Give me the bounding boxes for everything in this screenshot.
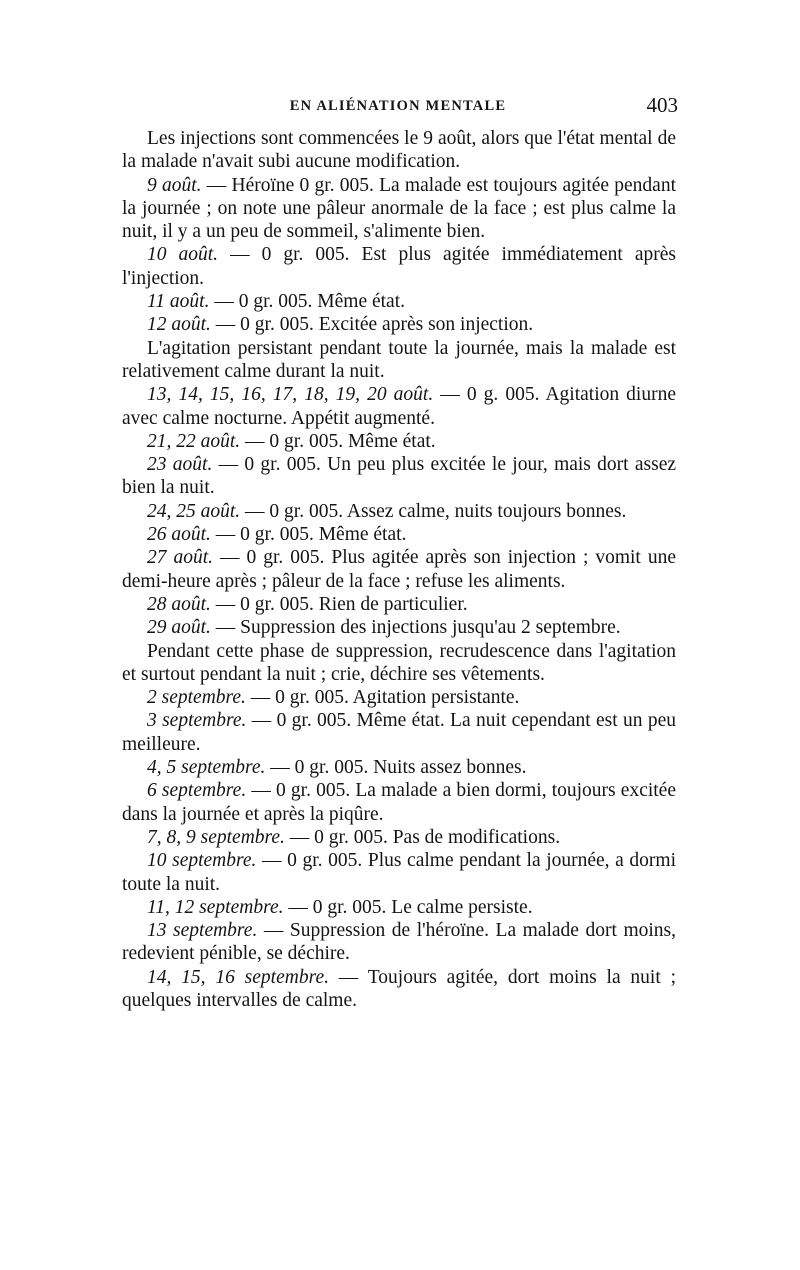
paragraph	[122, 523, 676, 546]
paragraph	[122, 313, 676, 336]
entry-text: — 0 gr. 005. Même état.	[240, 430, 436, 452]
entry-text: Les injections sont commencées le 9 août, alors que l'état mental de la malade n'avait subi aucune modification.	[122, 128, 676, 173]
paragraph	[122, 826, 676, 849]
paragraph	[122, 756, 676, 779]
entry-text: — Suppression des injections jusqu'au 2 septembre.	[210, 617, 621, 639]
paragraph	[122, 500, 676, 523]
entry-date: 23 août.	[147, 454, 213, 476]
paragraph	[122, 174, 676, 244]
entry-text: — 0 gr. 005. Un peu plus excitée le jour, mais dort assez bien la nuit.	[122, 454, 677, 499]
entry-text: — 0 gr. 005. Nuits assez bonnes.	[265, 757, 527, 779]
entry-text: L'agitation persistant pendant toute la journée, mais la malade est relativement calme durant la nuit.	[122, 337, 676, 382]
entry-date: 21, 22 août.	[147, 430, 241, 452]
paragraph	[122, 453, 676, 500]
entry-date: 10 septembre.	[147, 850, 257, 872]
entry-text: — 0 gr. 005. Assez calme, nuits toujours bonnes.	[240, 500, 627, 522]
paragraph	[122, 966, 676, 1013]
running-title: EN ALIÉNATION MENTALE	[289, 98, 507, 114]
paragraph	[122, 243, 676, 290]
entry-date: 29 août.	[147, 617, 211, 639]
entry-date: 10 août.	[147, 244, 219, 266]
paragraph	[122, 616, 676, 639]
entry-date: 13 septembre.	[147, 920, 258, 942]
entry-text: — Toujours agitée, dort moins la nuit ; quelques intervalles de calme.	[122, 966, 676, 1011]
entry-date: 11, 12 septembre.	[147, 896, 284, 918]
entry-date: 13, 14, 15, 16, 17, 18, 19, 20 août.	[147, 384, 434, 406]
entry-text: — Héroïne 0 gr. 005. La malade est toujours agitée pendant la journée ; on note une pâleur anormale de la face ; est plus calme la nuit, il y a un peu de sommeil, s'alimente bien.	[122, 174, 676, 243]
paragraph	[122, 709, 676, 756]
paragraph	[122, 383, 676, 430]
entry-date: 24, 25 août.	[147, 500, 241, 522]
entry-text: — 0 gr. 005. Agitation persistante.	[245, 687, 520, 709]
page-number: 403	[646, 93, 678, 117]
entry-text: — 0 gr. 005. Le calme persiste.	[283, 896, 533, 918]
entry-text: Pendant cette phase de suppression, recrudescence dans l'agitation et surtout pendant la nuit ; crie, déchire ses vêtements.	[122, 640, 676, 685]
entry-date: 7, 8, 9 septembre.	[147, 826, 285, 848]
paragraph	[122, 919, 676, 966]
entry-text: — 0 gr. 005. La malade a bien dormi, toujours excitée dans la journée et après la piqûre.	[122, 780, 676, 825]
entry-date: 14, 15, 16 septembre.	[147, 966, 329, 988]
entry-text: — 0 gr. 005. Rien de particulier.	[210, 593, 468, 615]
entry-date: 12 août.	[147, 314, 211, 336]
entry-date: 28 août.	[147, 593, 211, 615]
entry-text: — 0 gr. 005. Même état.	[209, 291, 405, 313]
paragraph	[122, 779, 676, 826]
body-text	[122, 127, 676, 1012]
entry-date: 6 septembre.	[147, 780, 247, 802]
paragraph	[122, 290, 676, 313]
paragraph	[122, 896, 676, 919]
paragraph	[122, 430, 676, 453]
entry-date: 11 août.	[147, 291, 210, 313]
entry-date: 3 septembre.	[147, 710, 247, 732]
paragraph	[122, 127, 676, 174]
paragraph	[122, 640, 676, 687]
entry-text: — 0 gr. 005. Plus agitée après son injection ; vomit une demi-heure après ; pâleur de la face ; refuse les aliments.	[122, 547, 676, 592]
entry-text: — Suppression de l'héroïne. La malade dort moins, redevient pénible, se déchire.	[122, 920, 676, 965]
entry-text: — 0 gr. 005. Est plus agitée immédiatement après l'injection.	[122, 244, 676, 289]
entry-text: — 0 gr. 005. Plus calme pendant la journée, a dormi toute la nuit.	[122, 850, 677, 895]
entry-date: 4, 5 septembre.	[147, 757, 266, 779]
running-head	[118, 93, 678, 117]
entry-date: 2 septembre.	[147, 687, 246, 709]
paragraph	[122, 686, 676, 709]
paragraph	[122, 546, 676, 593]
paragraph	[122, 593, 676, 616]
paragraph	[122, 849, 676, 896]
entry-text: — 0 gr. 005. Même état.	[210, 524, 407, 546]
entry-date: 27 août.	[147, 547, 214, 569]
entry-date: 9 août.	[147, 174, 202, 196]
entry-text: — 0 gr. 005. Même état. La nuit cependant est un peu meilleure.	[122, 710, 676, 755]
entry-text: — 0 g. 005. Agitation diurne avec calme nocturne. Appétit augmenté.	[122, 384, 676, 429]
entry-date: 26 août.	[147, 524, 211, 546]
paragraph	[122, 337, 676, 384]
entry-text: — 0 gr. 005. Excitée après son injection.	[210, 314, 534, 336]
entry-text: — 0 gr. 005. Pas de modifications.	[284, 826, 561, 848]
